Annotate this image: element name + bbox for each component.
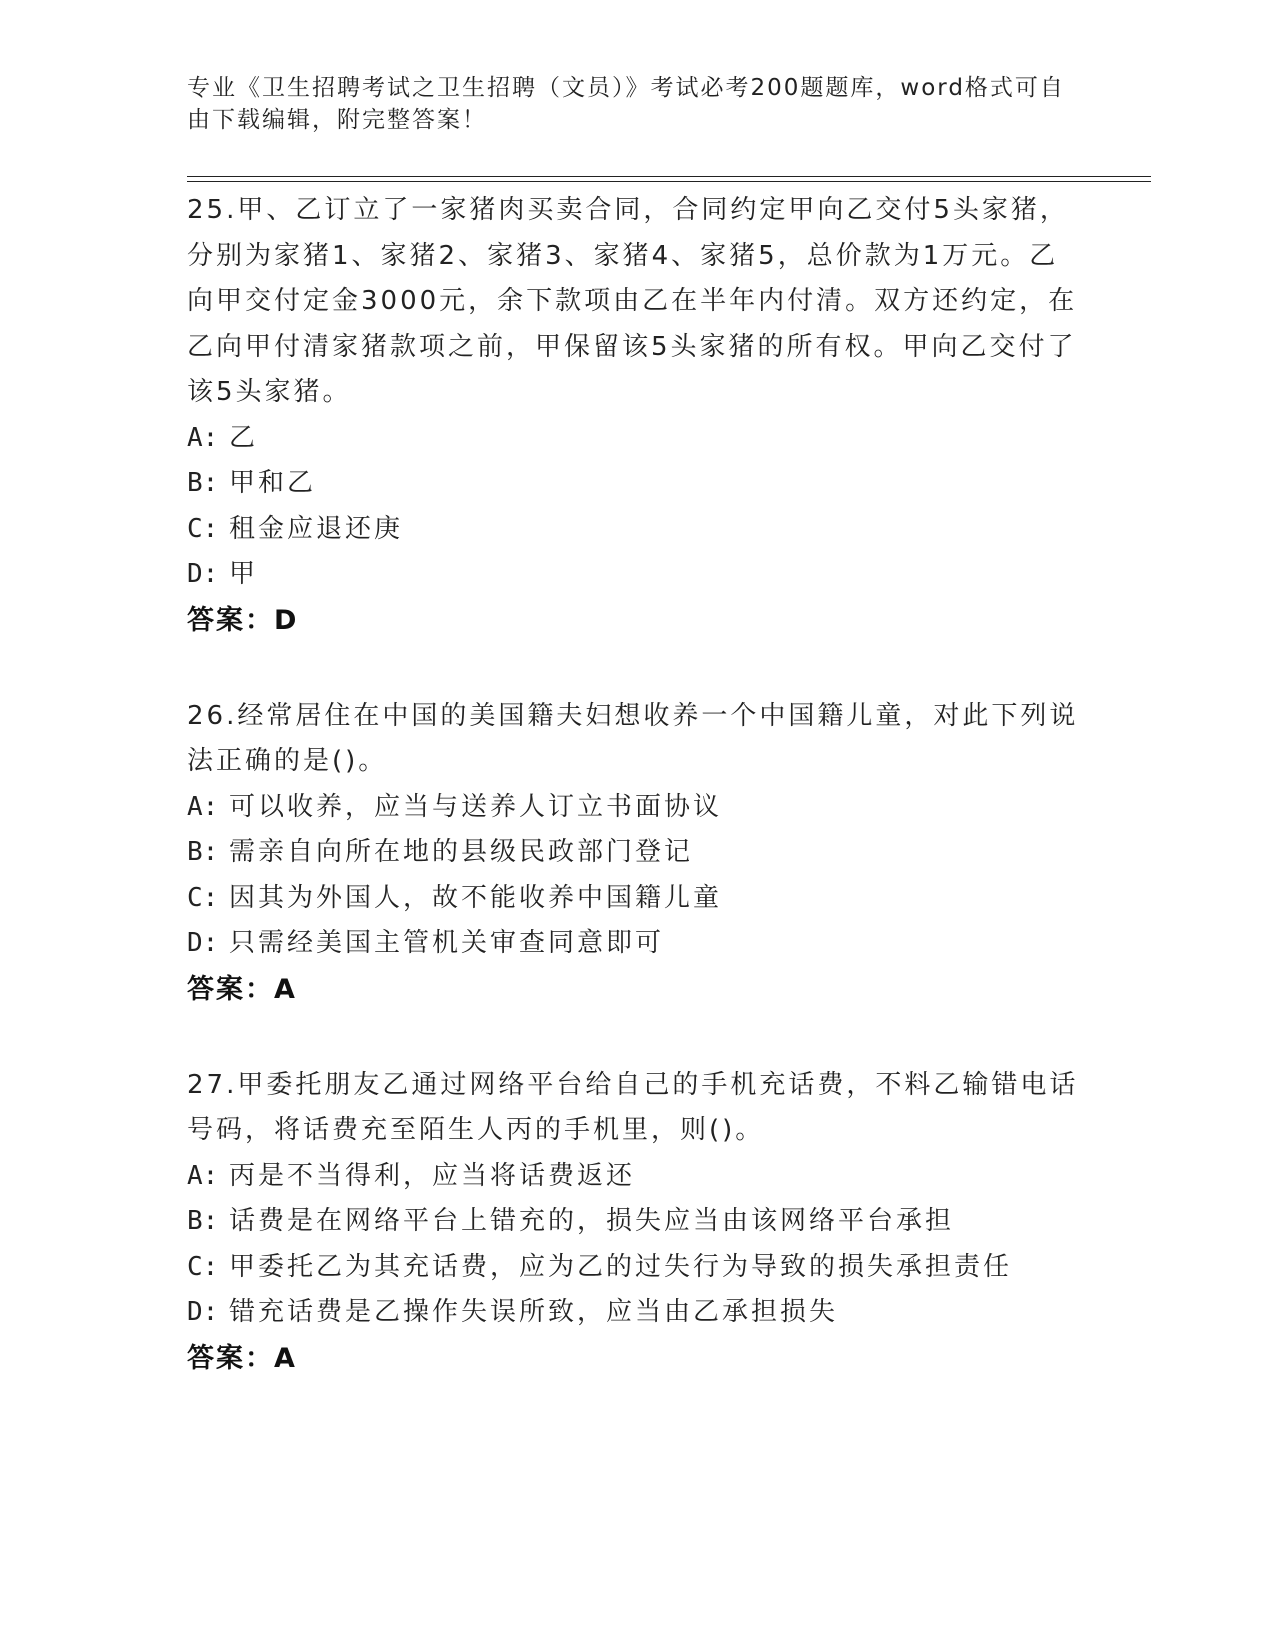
option-text: 丙是不当得利，应当将话费返还 (229, 1160, 636, 1191)
option-text: 乙 (229, 422, 259, 453)
option-c (187, 1245, 1087, 1291)
question-26 (187, 694, 1087, 1013)
option-d (187, 921, 1087, 967)
question-25 (187, 188, 1087, 644)
option-b (187, 461, 1087, 507)
option-a (187, 1154, 1087, 1200)
option-b (187, 1199, 1087, 1245)
option-a (187, 785, 1087, 831)
option-text: 需亲自向所在地的县级民政部门登记 (229, 837, 694, 867)
option-text: 甲 (229, 559, 259, 589)
option-d (187, 1290, 1087, 1336)
option-text: 甲和乙 (229, 468, 317, 498)
option-letter: C: (187, 882, 219, 913)
option-letter: A: (187, 422, 219, 453)
option-text: 甲委托乙为其充话费，应为乙的过失行为导致的损失承担责任 (229, 1251, 1013, 1282)
question-stem: 27.甲委托朋友乙通过网络平台给自己的手机充话费，不料乙输错电话号码，将话费充至陌生人丙的手机里，则()。 (187, 1069, 1079, 1145)
answer-key: 答案：A (187, 1342, 297, 1374)
question-list (187, 188, 1087, 1432)
header-divider-bottom (187, 181, 1151, 182)
option-letter: C: (187, 1251, 219, 1282)
option-text: 因其为外国人，故不能收养中国籍儿童 (229, 882, 723, 913)
question-27 (187, 1063, 1087, 1382)
option-c (187, 507, 1087, 553)
option-a (187, 416, 1087, 462)
document-header (187, 72, 1067, 136)
option-letter: D: (187, 1297, 219, 1327)
option-text: 租金应退还庚 (229, 513, 404, 544)
option-text: 只需经美国主管机关审查同意即可 (229, 928, 665, 958)
header-divider-top (187, 176, 1151, 177)
option-text: 可以收养，应当与送养人订立书面协议 (229, 791, 723, 822)
header-line-2: 由下载编辑，附完整答案！ (187, 107, 487, 133)
option-letter: D: (187, 559, 219, 589)
header-line-1: 专业《卫生招聘考试之卫生招聘（文员）》考试必考200题题库，word格式可自 (187, 75, 1065, 101)
option-text: 话费是在网络平台上错充的，损失应当由该网络平台承担 (229, 1206, 955, 1236)
option-letter: B: (187, 468, 219, 498)
option-c (187, 876, 1087, 922)
question-stem: 26.经常居住在中国的美国籍夫妇想收养一个中国籍儿童，对此下列说法正确的是()。 (187, 700, 1079, 776)
option-letter: D: (187, 928, 219, 958)
question-stem: 25.甲、乙订立了一家猪肉买卖合同，合同约定甲向乙交付5头家猪，分别为家猪1、家猪2、家猪3、家猪4、家猪5，总价款为1万元。乙向甲交付定金3000元，余下款项由乙在半年内付清。双方还约定，在乙向甲付清家猪款项之前，甲保留该5头家猪的所有权。甲向乙交付了该5头家猪。 (187, 195, 1078, 407)
option-letter: C: (187, 513, 219, 544)
option-d (187, 552, 1087, 598)
answer-key: 答案：D (187, 604, 299, 636)
option-letter: A: (187, 1160, 219, 1191)
answer-key: 答案：A (187, 973, 297, 1005)
option-text: 错充话费是乙操作失误所致，应当由乙承担损失 (229, 1297, 839, 1327)
option-letter: A: (187, 791, 219, 822)
option-letter: B: (187, 1206, 219, 1236)
option-b (187, 830, 1087, 876)
option-letter: B: (187, 837, 219, 867)
